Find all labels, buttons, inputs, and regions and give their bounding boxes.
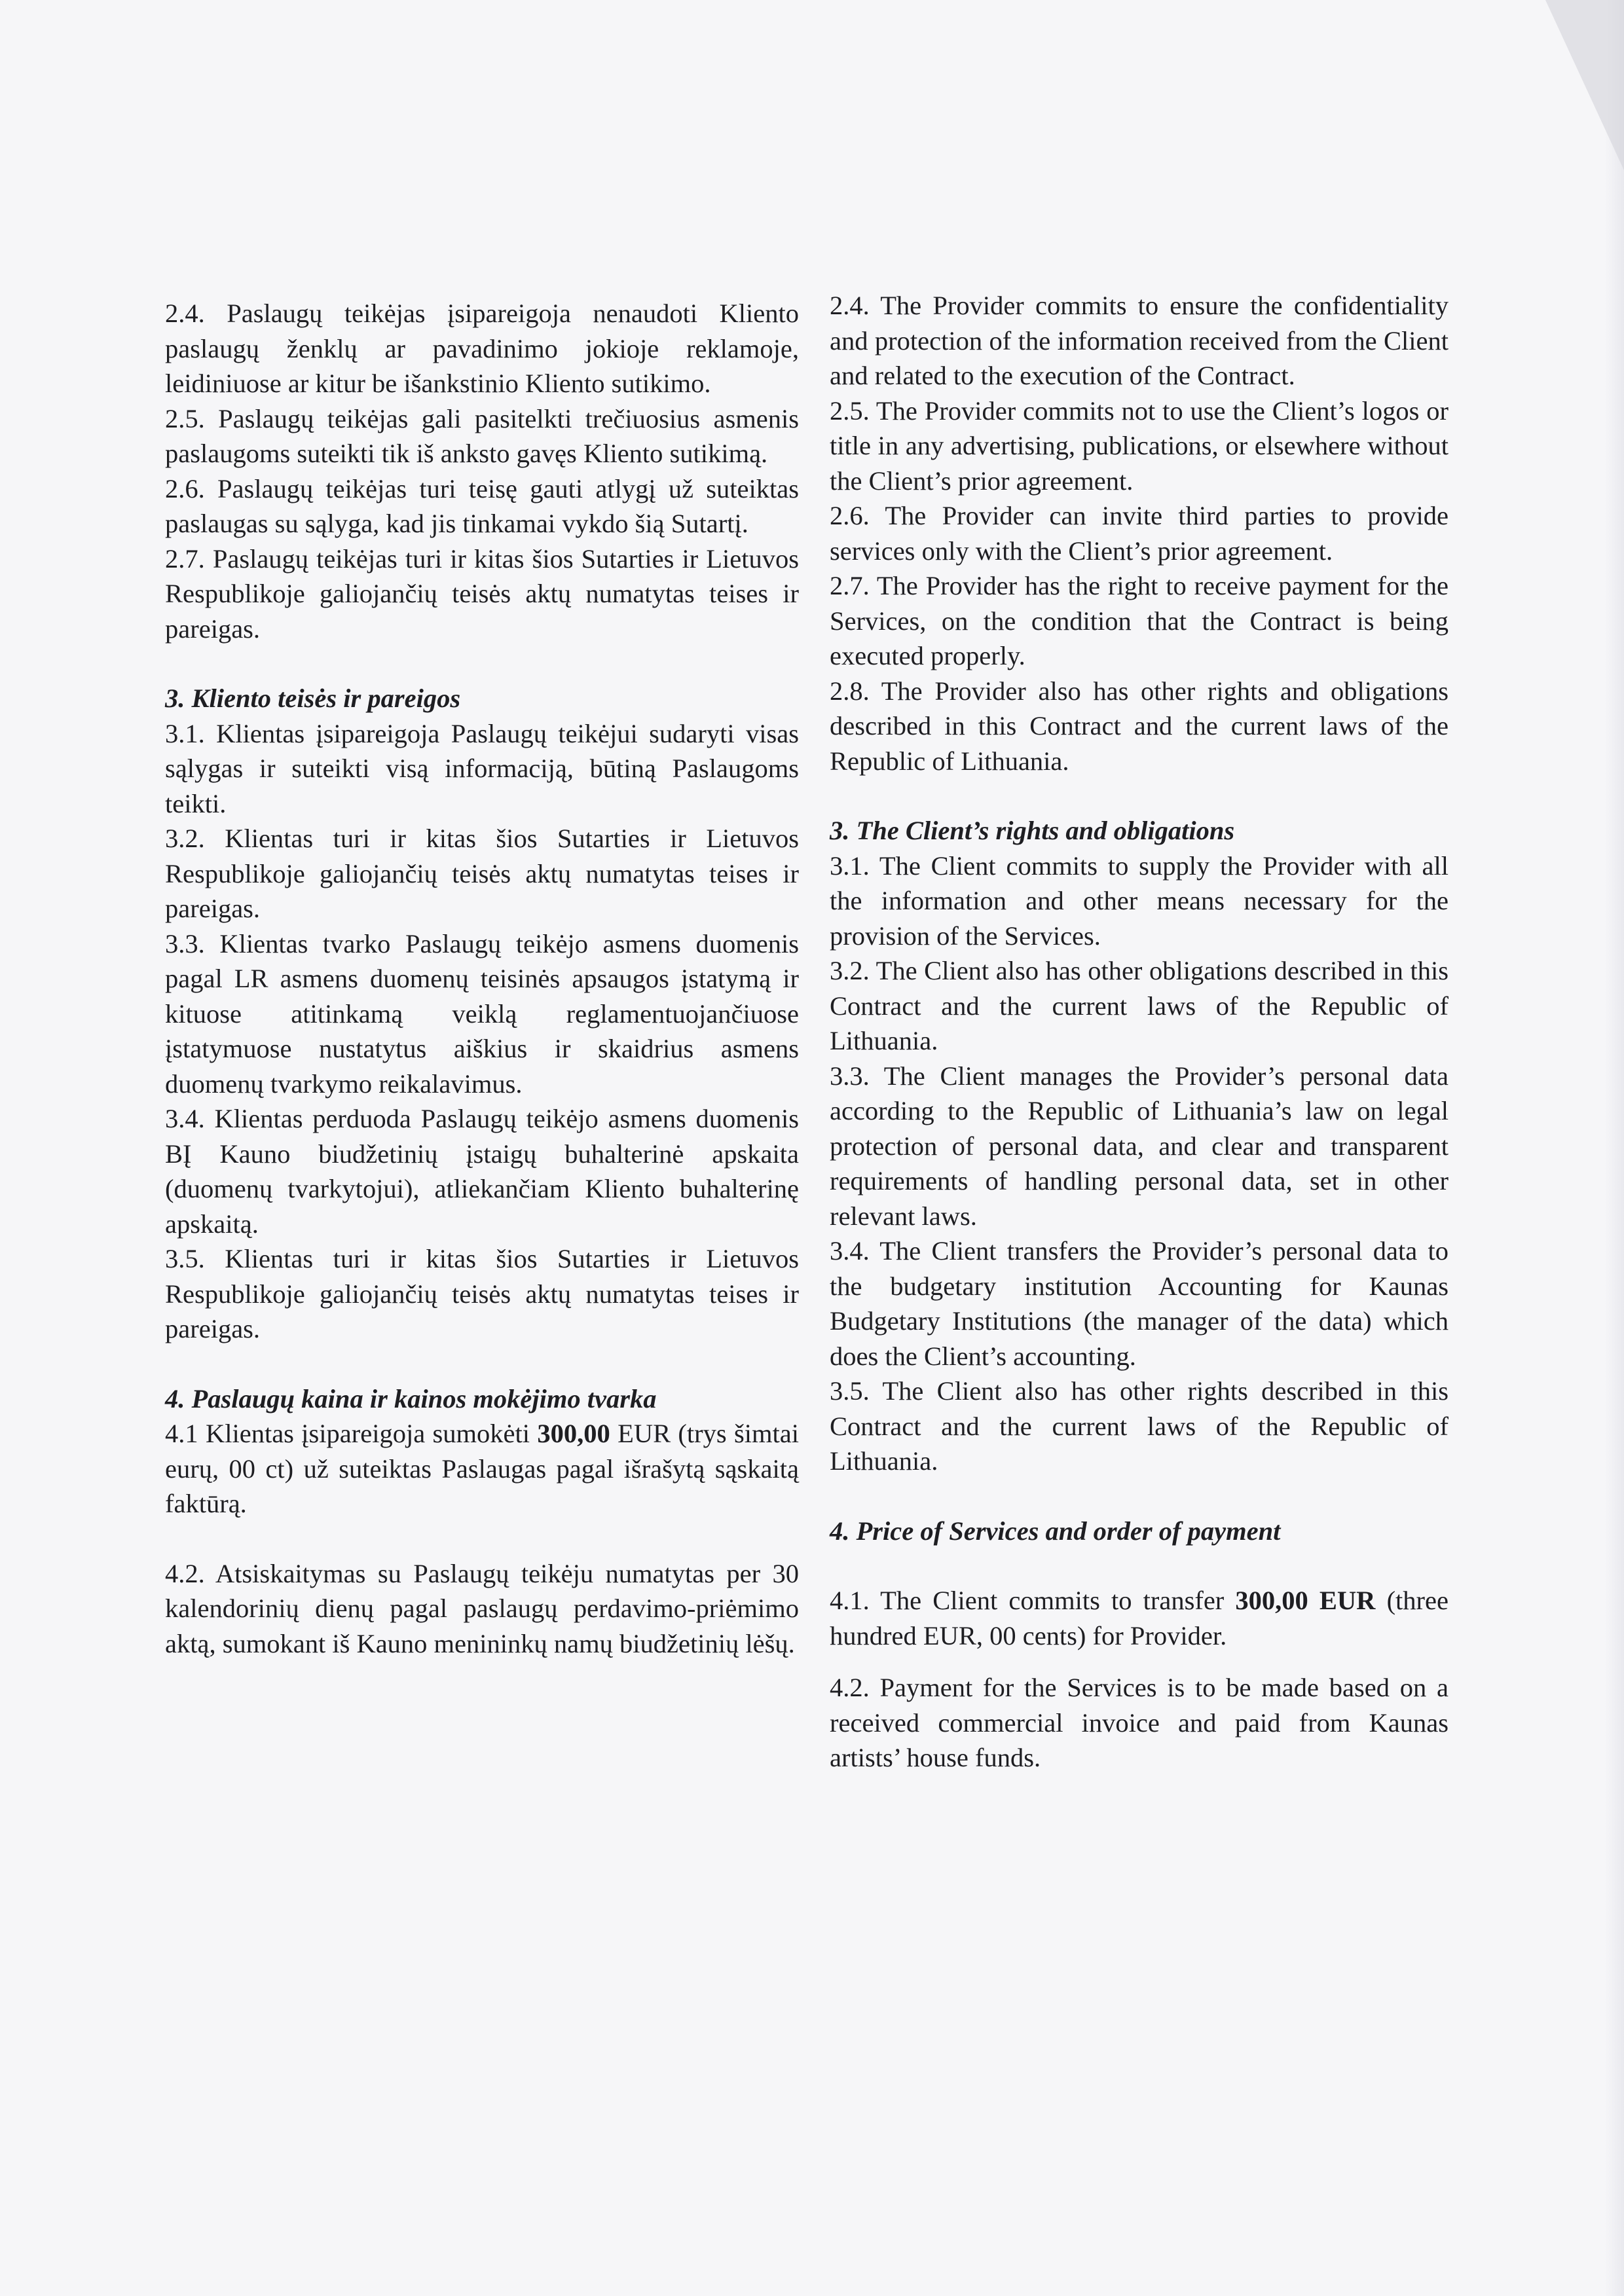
price-amount: 300,00	[537, 1419, 610, 1448]
clause-paragraph: 3.3. The Client manages the Provider’s personal data according to the Republic of Lithuania’s law on legal protection of personal data, and clear and transparent requirements of handling personal data, set in other relevant laws.	[830, 1061, 1449, 1231]
clause-paragraph: 4.2. Payment for the Services is to be made based on a received commercial invoice and paid from Kaunas artists’ house funds.	[830, 1673, 1449, 1772]
clause-paragraph: 2.7. The Provider has the right to receive payment for the Services, on the condition that the Contract is being executed properly.	[830, 571, 1449, 670]
lithuanian-column	[165, 296, 799, 1661]
clause-paragraph: 2.6. Paslaugų teikėjas turi teisę gauti atlygį už suteiktas paslaugas su sąlyga, kad jis tinkamai vykdo šią Sutartį.	[165, 473, 799, 538]
clause-paragraph: 2.4. Paslaugų teikėjas įsipareigoja nenaudoti Kliento paslaugų ženklų ar pavadinimo jokioje reklamoje, leidiniuose ar kitur be išankstinio Kliento sutikimo.	[165, 299, 799, 398]
clause-text: EUR (trys šimtai eurų, 00 ct) už suteiktas Paslaugas pagal išrašytą sąskaitą faktūrą.	[165, 1419, 799, 1518]
clause-text: (three hundred EUR, 00 cents) for Provider.	[830, 1586, 1449, 1650]
section-heading: 3. Kliento teisės ir pareigos	[165, 683, 461, 713]
clause-paragraph: 2.5. The Provider commits not to use the Client’s logos or title in any advertising, publications, or elsewhere without the Client’s prior agreement.	[830, 395, 1449, 496]
clause-paragraph: 3.2. The Client also has other obligations described in this Contract and the current laws of the Republic of Lithuania.	[830, 956, 1449, 1055]
clause-paragraph: 2.8. The Provider also has other rights and obligations described in this Contract and the current laws of the Republic of Lithuania.	[830, 676, 1449, 776]
clause-paragraph	[830, 1583, 1449, 1653]
clause-paragraph: 3.1. Klientas įsipareigoja Paslaugų teikėjui sudaryti visas sąlygas ir suteikti visą informaciją, būtiną Paslaugoms teikti.	[165, 718, 799, 818]
clause-paragraph: 3.3. Klientas tvarko Paslaugų teikėjo asmens duomenis pagal LR asmens duomenų teisinės apsaugos įstatymą ir kituose atitinkamą veiklą reglamentuojančiuose įstatymuose nustatytus aiškius ir skaidrius asmens duomenų tvarkymo reikalavimus.	[165, 928, 799, 1099]
clause-paragraph: 2.6. The Provider can invite third parties to provide services only with the Client’s prior agreement.	[830, 501, 1449, 566]
paper-edge	[1604, 0, 1624, 2296]
clause-paragraph: 3.1. The Client commits to supply the Provider with all the information and other means necessary for the provision of the Services.	[830, 850, 1449, 951]
section-heading: 3. The Client’s rights and obligations	[830, 816, 1235, 845]
clause-paragraph: 3.5. The Client also has other rights described in this Contract and the current laws of the Republic of Lithuania.	[830, 1376, 1449, 1476]
clause-paragraph: 3.4. The Client transfers the Provider’s personal data to the budgetary institution Accounting for Kaunas Budgetary Institutions (the manager of the data) which does the Client’s accounting.	[830, 1236, 1449, 1371]
price-amount: 300,00 EUR	[1235, 1586, 1376, 1615]
clause-text: 4.1 Klientas įsipareigoja sumokėti	[165, 1419, 538, 1448]
english-column	[830, 288, 1449, 1776]
clause-paragraph: 3.4. Klientas perduoda Paslaugų teikėjo asmens duomenis BĮ Kauno biudžetinių įstaigų buhalterinė apskaita (duomenų tvarkytojui), atliekančiam Kliento buhalterinę apskaitą.	[165, 1104, 799, 1239]
clause-paragraph: 4.2. Atsiskaitymas su Paslaugų teikėju numatytas per 30 kalendorinių dienų pagal paslaugų perdavimo-priėmimo aktą, sumokant iš Kauno menininkų namų biudžetinių lėšų.	[165, 1558, 799, 1658]
clause-paragraph: 2.5. Paslaugų teikėjas gali pasitelkti trečiuosius asmenis paslaugoms suteikti tik iš anksto gavęs Kliento sutikimą.	[165, 403, 799, 468]
section-heading: 4. Paslaugų kaina ir kainos mokėjimo tvarka	[165, 1383, 657, 1413]
clause-text: 4.1. The Client commits to transfer	[830, 1586, 1236, 1615]
clause-paragraph: 3.5. Klientas turi ir kitas šios Sutarties ir Lietuvos Respublikoje galiojančių teisės aktų numatytas teises ir pareigas.	[165, 1244, 799, 1343]
clause-paragraph	[165, 1416, 799, 1522]
clause-paragraph: 2.4. The Provider commits to ensure the confidentiality and protection of the information received from the Client and related to the execution of the Contract.	[830, 291, 1449, 390]
scan-corner-shadow	[1545, 0, 1624, 170]
clause-paragraph: 3.2. Klientas turi ir kitas šios Sutarties ir Lietuvos Respublikoje galiojančių teisės aktų numatytas teises ir pareigas.	[165, 824, 799, 923]
clause-paragraph: 2.7. Paslaugų teikėjas turi ir kitas šios Sutarties ir Lietuvos Respublikoje galiojančių teisės aktų numatytas teises ir pareigas.	[165, 543, 799, 644]
section-heading: 4. Price of Services and order of payment	[830, 1516, 1281, 1546]
